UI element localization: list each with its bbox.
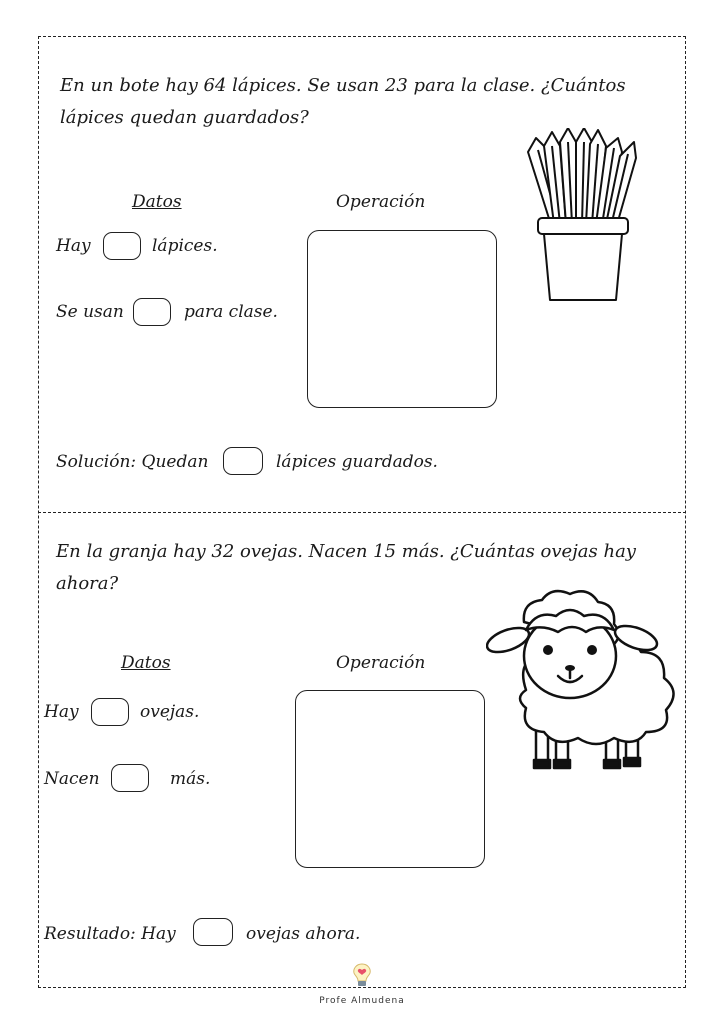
problem2-datos-heading: Datos [121,653,171,673]
problem1-solution-box[interactable] [223,447,263,475]
problem2-result-box[interactable] [193,918,233,946]
pencil-cup-icon [522,128,642,308]
problem1-line2-text-a: Se usan [56,302,124,322]
problem2-line1-text-b: ovejas. [140,702,200,722]
problem1-answer-box-2[interactable] [133,298,171,326]
problem2-line2-text-b: más. [170,769,211,789]
problem2-answer-box-2[interactable] [111,764,149,792]
problem1-solution-text-b: lápices guardados. [276,452,438,472]
problem1-operation-box[interactable] [307,230,497,408]
problem2-operation-box[interactable] [295,690,485,868]
problem2-answer-box-1[interactable] [91,698,129,726]
problem2-result-text-a: Resultado: Hay [44,924,176,944]
problem1-operacion-heading: Operación [336,192,426,212]
problem2-line2-text-a: Nacen [44,769,100,789]
problem1-answer-box-1[interactable] [103,232,141,260]
problem1-question: En un bote hay 64 lápices. Se usan 23 para la clase. ¿Cuántos lápices quedan guardados? [60,75,626,128]
section-divider [38,512,686,513]
problem1-line1-text-b: lápices. [152,236,218,256]
problem2-operacion-heading: Operación [336,653,426,673]
problem2-result-text-b: ovejas ahora. [246,924,361,944]
problem2-line1-text-a: Hay [44,702,79,722]
sheep-icon [486,580,686,780]
problem2-question: En la granja hay 32 ovejas. Nacen 15 más. ¿Cuántas ovejas hay ahora? [56,541,636,594]
problem1-line2-text-b: para clase. [184,302,278,322]
footer-brand: Profe Almudena [319,996,405,1006]
problem1-line1-text-a: Hay [56,236,91,256]
lightbulb-heart-icon [350,962,374,988]
problem1-datos-heading: Datos [132,192,182,212]
problem1-solution-text-a: Solución: Quedan [56,452,209,472]
